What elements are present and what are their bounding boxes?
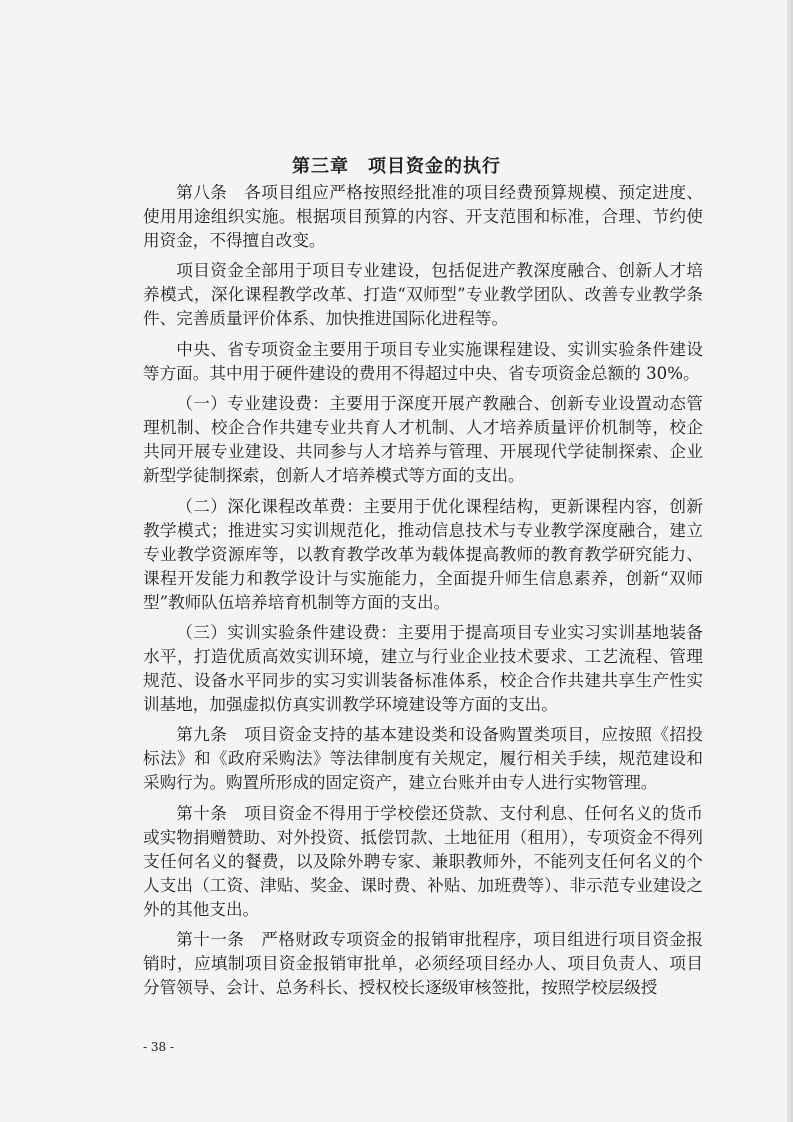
special-fund-usage-paragraph: 中央、省专项资金主要用于项目专业实施课程建设、实训实验条件建设等方面。其中用于硬件建设的费用不得超过中央、省专项资金总额的 30%。 — [143, 339, 703, 383]
item-2-curriculum-reform-paragraph: （二）深化课程改革费：主要用于优化课程结构，更新课程内容，创新教学模式；推进实习实训规范化，推动信息技术与专业教学深度融合，建立专业教学资源库等，以教育教学改革为载体提高教师的教育教学研究能力、课程开发能力和教学设计与实施能力，全面提升师生信息素养，创新“双师型”教师队伍培养培育机制等方面的支出。 — [143, 496, 703, 612]
article-11-paragraph: 第十一条 严格财政专项资金的报销审批程序，项目组进行项目资金报销时，应填制项目资金报销审批单，必须经项目经办人、项目负责人、项目分管领导、会计、总务科长、授权校长逐级审核签批，按照学校层级授 — [143, 930, 703, 998]
chapter-title: 第三章 项目资金的执行 — [292, 156, 501, 177]
page-number: - 38 - — [143, 1040, 175, 1054]
project-fund-usage-paragraph: 项目资金全部用于项目专业建设，包括促进产教深度融合、创新人才培养模式，深化课程教学改革、打造“双师型”专业教学团队、改善专业教学条件、完善质量评价体系、加快推进国际化进程等。 — [143, 261, 703, 329]
body-text — [143, 181, 703, 1007]
article-10-paragraph: 第十条 项目资金不得用于学校偿还贷款、支付利息、任何名义的货币或实物捐赠赞助、对外投资、抵偿罚款、土地征用（租用），专项资金不得列支任何名义的餐费，以及除外聘专家、兼职教师外，不能列支任何名义的个人支出（工资、津贴、奖金、课时费、补贴、加班费等）、非示范专业建设之外的其他支出。 — [143, 803, 703, 919]
article-9-paragraph: 第九条 项目资金支持的基本建设类和设备购置类项目，应按照《招投标法》和《政府采购法》等法律制度有关规定，履行相关手续，规范建设和采购行为。购置所形成的固定资产，建立台账并由专人进行实物管理。 — [143, 725, 703, 793]
item-1-professional-construction-paragraph: （一）专业建设费：主要用于深度开展产教融合、创新专业设置动态管理机制、校企合作共建专业共育人才机制、人才培养质量评价机制等，校企共同开展专业建设、共同参与人才培养与管理、开展现代学徒制探索、企业新型学徒制探索，创新人才培养模式等方面的支出。 — [143, 394, 703, 486]
item-3-training-conditions-paragraph: （三）实训实验条件建设费：主要用于提高项目专业实习实训基地装备水平，打造优质高效实训环境，建立与行业企业技术要求、工艺流程、管理规范、设备水平同步的实习实训装备标准体系，校企合作共建共享生产性实训基地，加强虚拟仿真实训教学环境建设等方面的支出。 — [143, 622, 703, 714]
article-8-paragraph: 第八条 各项目组应严格按照经批准的项目经费预算规模、预定进度、使用用途组织实施。根据项目预算的内容、开支范围和标准，合理、节约使用资金，不得擅自改变。 — [143, 183, 703, 250]
